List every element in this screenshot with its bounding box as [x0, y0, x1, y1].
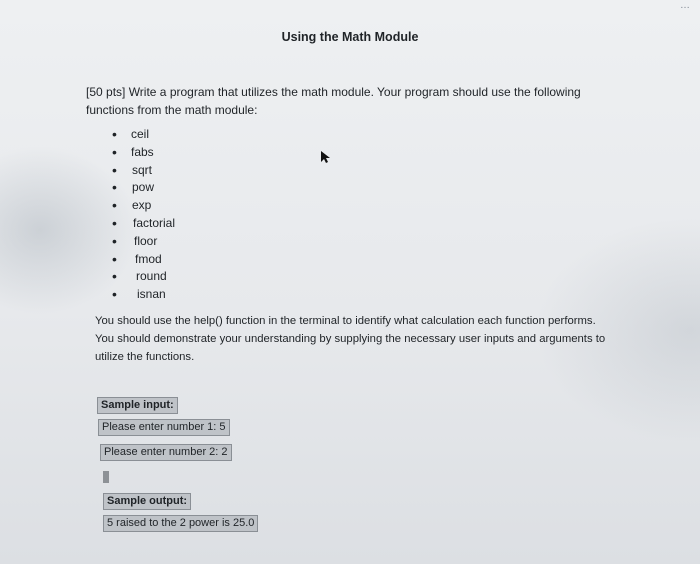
bullet-icon: •: [112, 268, 117, 285]
function-name: fmod: [135, 251, 162, 266]
function-name: floor: [134, 233, 158, 248]
bullet-icon: •: [112, 232, 117, 249]
bullet-icon: •: [112, 161, 117, 178]
function-name: ceil: [131, 127, 150, 141]
function-name: pow: [132, 180, 155, 195]
bullet-icon: •: [112, 143, 117, 160]
bullet-icon: •: [112, 250, 117, 267]
function-name: round: [136, 269, 167, 284]
assignment-prompt: [50 pts] Write a program that utilizes the math module. Your program should use the following functions from the math module:: [86, 85, 581, 117]
sample-output-label: Sample output:: [103, 493, 191, 510]
instructions-text: You should use the help() function in the terminal to identify what calculation each function performs. You should demonstrate your understanding by supplying the necessary user inputs and arguments to utilize the functions.: [95, 315, 606, 363]
function-name: fabs: [131, 144, 154, 159]
sample-output-line: 5 raised to the 2 power is 25.0: [103, 515, 258, 532]
function-name: isnan: [137, 287, 166, 302]
function-name: factorial: [133, 215, 176, 230]
sample-input-line-1: Please enter number 1: 5: [98, 419, 230, 436]
bullet-icon: •: [112, 126, 117, 142]
text-cursor-block: [103, 471, 109, 483]
corner-text: …: [680, 0, 690, 11]
bullet-icon: •: [112, 286, 117, 303]
sample-input-label: Sample input:: [97, 397, 178, 414]
bullet-icon: •: [112, 179, 117, 196]
function-name: sqrt: [132, 162, 153, 177]
bullet-icon: •: [112, 197, 117, 214]
page-title: Using the Math Module: [281, 30, 419, 44]
bullet-icon: •: [112, 214, 117, 231]
function-name: exp: [132, 198, 152, 213]
sample-input-line-2: Please enter number 2: 2: [100, 444, 232, 461]
mouse-cursor-icon: [320, 150, 330, 164]
